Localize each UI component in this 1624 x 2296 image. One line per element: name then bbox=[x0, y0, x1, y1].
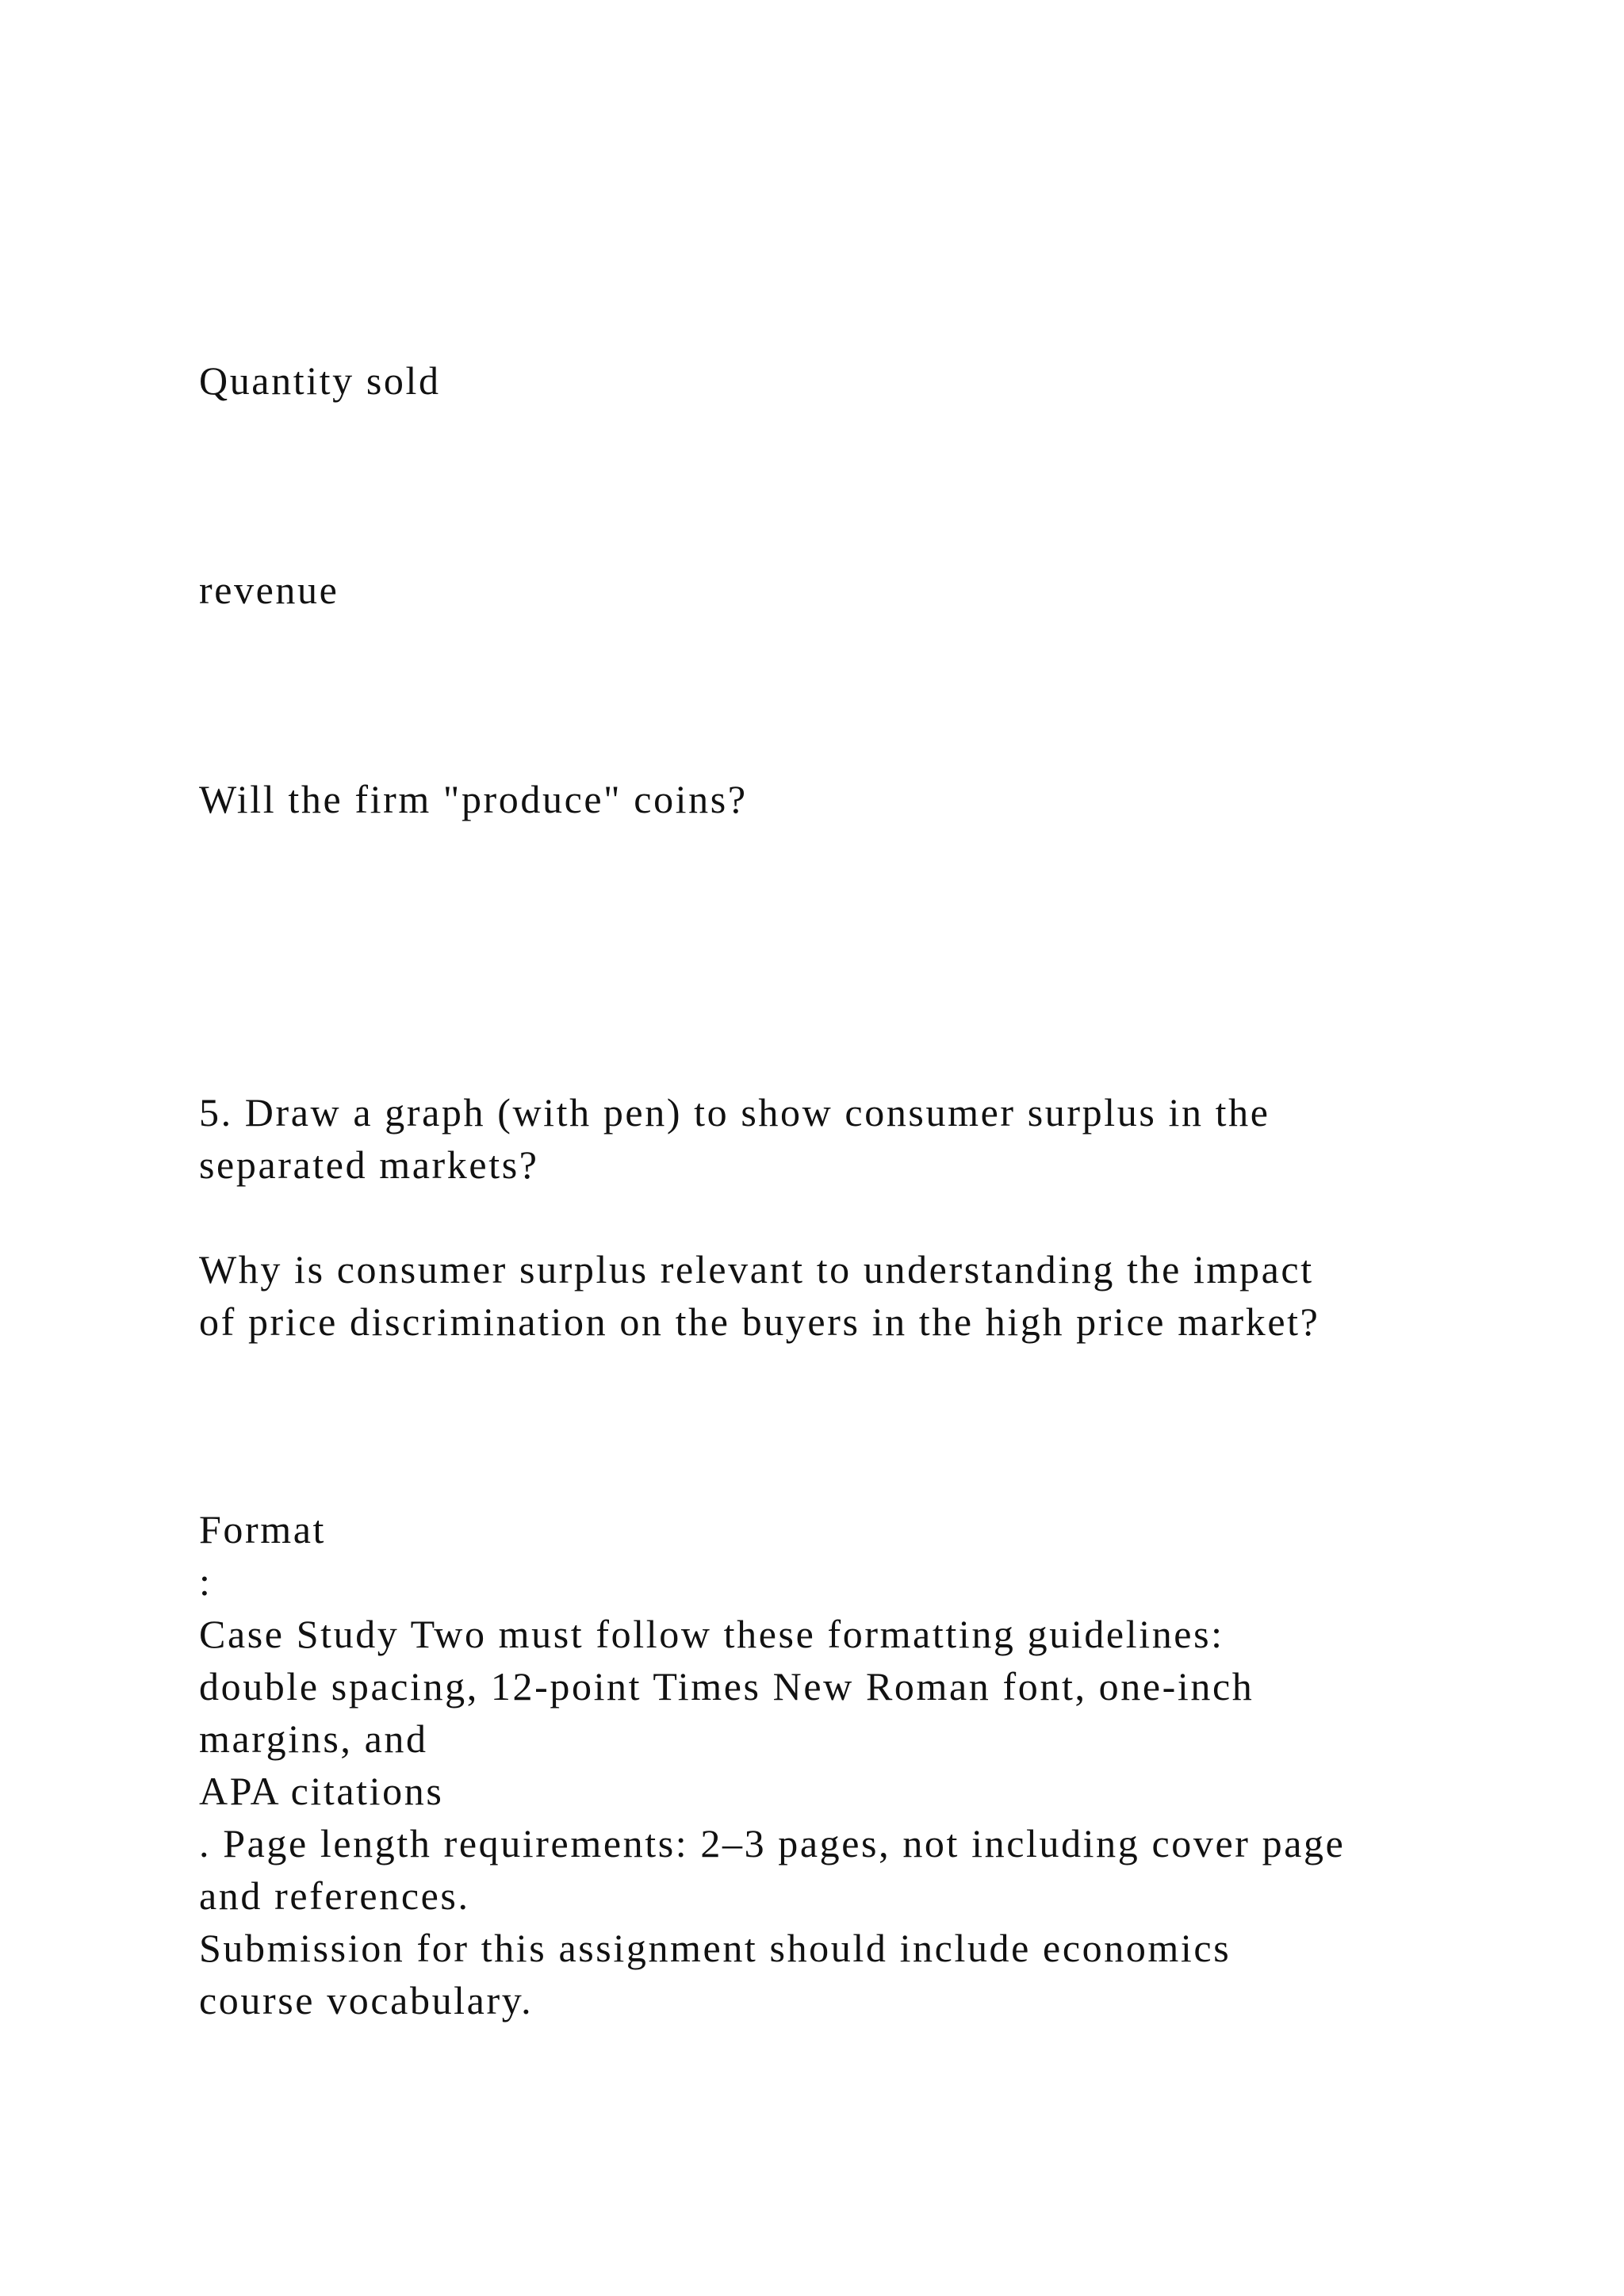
quantity-sold-label: Quantity sold bbox=[199, 358, 441, 403]
format-line-4: APA citations bbox=[199, 1769, 444, 1813]
format-line-6: and references. bbox=[199, 1873, 470, 1918]
produce-question: Will the firm "produce" coins? bbox=[199, 777, 748, 821]
format-colon: : bbox=[199, 1559, 213, 1604]
format-line-1: Case Study Two must follow these formatting guidelines: bbox=[199, 1612, 1224, 1656]
question5-line-4: of price discrimination on the buyers in the high price market? bbox=[199, 1299, 1320, 1344]
format-line-3: margins, and bbox=[199, 1716, 428, 1761]
question5-line-2: separated markets? bbox=[199, 1142, 539, 1187]
format-line-7: Submission for this assignment should include economics bbox=[199, 1926, 1231, 1970]
format-line-8: course vocabulary. bbox=[199, 1978, 534, 2022]
question5-line-1: 5. Draw a graph (with pen) to show consumer surplus in the bbox=[199, 1090, 1270, 1135]
format-line-5: . Page length requirements: 2–3 pages, not including cover page bbox=[199, 1821, 1346, 1866]
revenue-label: revenue bbox=[199, 568, 339, 612]
format-heading: Format bbox=[199, 1507, 327, 1552]
format-line-2: double spacing, 12-point Times New Roman font, one-inch bbox=[199, 1664, 1254, 1709]
question5-line-3: Why is consumer surplus relevant to understanding the impact bbox=[199, 1247, 1314, 1292]
